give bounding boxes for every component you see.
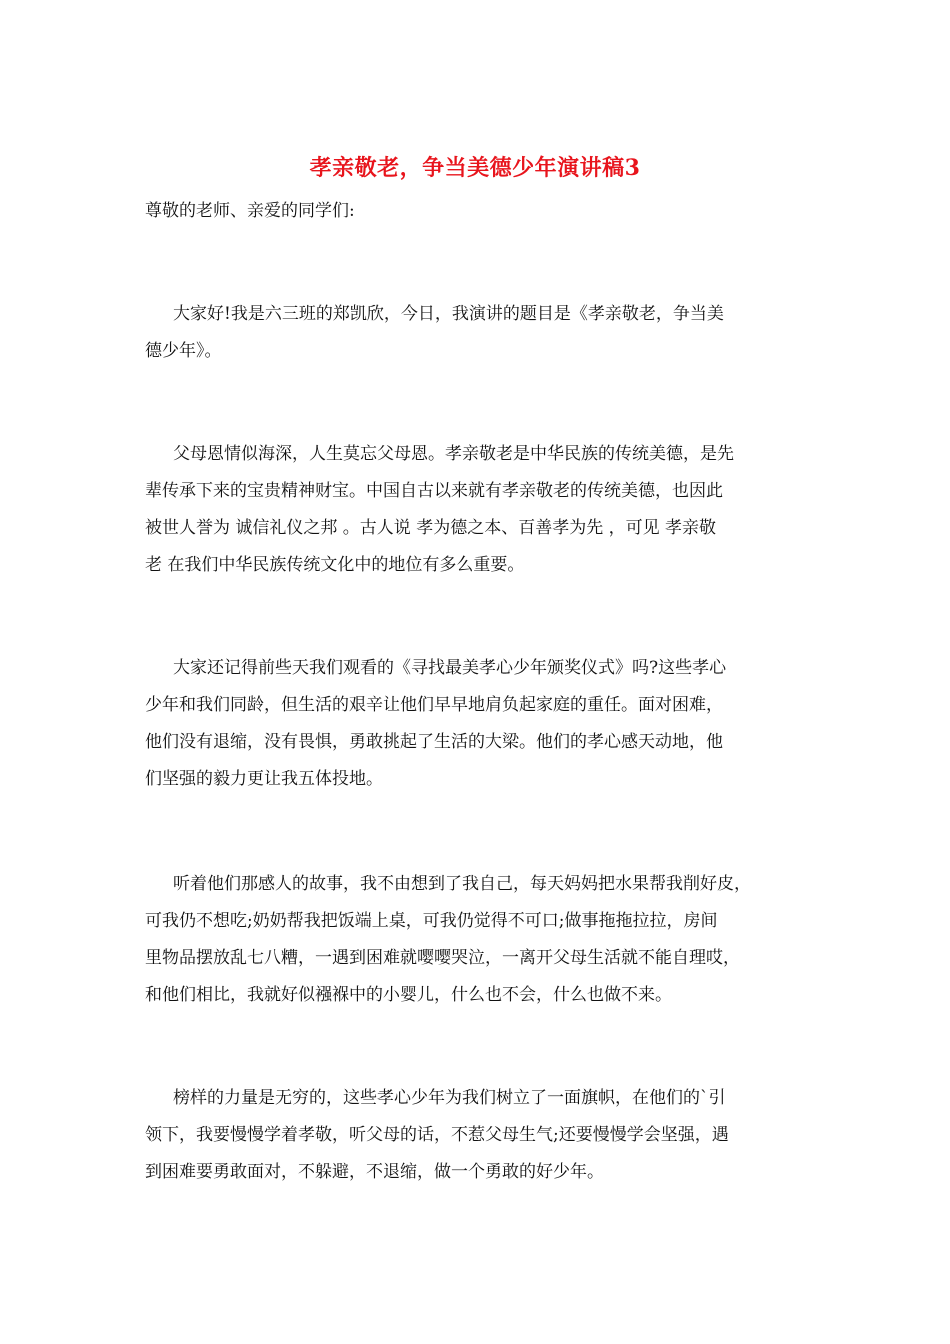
paragraph-line: 父母恩情似海深，人生莫忘父母恩。孝亲敬老是中华民族的传统美德，是先 [173,444,734,464]
paragraph-line: 辈传承下来的宝贵精神财宝。中国自古以来就有孝亲敬老的传统美德，也因此 [145,481,723,501]
paragraph-4 [145,866,815,1014]
paragraph-line: 可我仍不想吃;奶奶帮我把饭端上桌，可我仍觉得不可口;做事拖拖拉拉，房间 [145,911,718,931]
paragraph-5 [145,1080,815,1191]
paragraph-2 [145,436,815,584]
paragraph-line: 德少年》。 [145,341,222,361]
paragraph-1 [145,296,815,370]
paragraph-line: 少年和我们同龄，但生活的艰辛让他们早早地肩负起家庭的重任。面对困难， [145,695,723,715]
paragraph-line: 到困难要勇敢面对，不躲避，不退缩，做一个勇敢的好少年。 [145,1162,604,1182]
paragraph-line: 领下，我要慢慢学着孝敬，听父母的话，不惹父母生气;还要慢慢学会坚强，遇 [145,1125,729,1145]
paragraph-line: 榜样的力量是无穷的，这些孝心少年为我们树立了一面旗帜，在他们的`引 [173,1088,726,1108]
paragraph-line: 大家好!我是六三班的郑凯欣，今日，我演讲的题目是《孝亲敬老，争当美 [173,304,724,324]
paragraph-line: 们坚强的毅力更让我五体投地。 [145,769,383,789]
document-title: 孝亲敬老，争当美德少年演讲稿3 [309,155,641,181]
paragraph-line: 里物品摆放乱七八糟，一遇到困难就嘤嘤哭泣，一离开父母生活就不能自理哎， [145,948,740,968]
paragraph-line: 和他们相比，我就好似襁褓中的小婴儿，什么也不会，什么也做不来。 [145,985,672,1005]
greeting-line: 尊敬的老师、亲爱的同学们: [145,201,355,221]
paragraph-line: 他们没有退缩，没有畏惧，勇敢挑起了生活的大梁。他们的孝心感天动地，他 [145,732,723,752]
paragraph-line: 听着他们那感人的故事，我不由想到了我自己，每天妈妈把水果帮我削好皮， [173,874,751,894]
paragraph-line: 老 在我们中华民族传统文化中的地位有多么重要。 [145,555,525,575]
paragraph-line: 大家还记得前些天我们观看的《寻找最美孝心少年颁奖仪式》吗?这些孝心 [173,658,727,678]
paragraph-line: 被世人誉为 诚信礼仪之邦 。古人说 孝为德之本、百善孝为先 ，可见 孝亲敬 [145,518,717,538]
paragraph-3 [145,650,815,798]
